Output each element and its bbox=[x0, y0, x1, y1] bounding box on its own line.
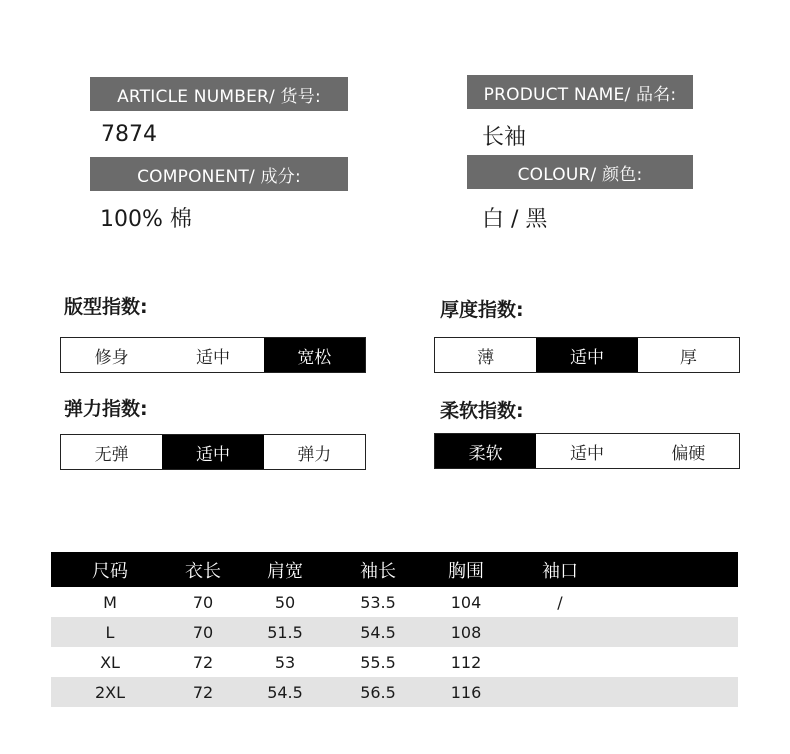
article-number-value: 7874 bbox=[101, 122, 157, 147]
table-cell: M bbox=[103, 592, 117, 612]
header-cell: 尺码 bbox=[92, 560, 128, 582]
softness-index-title: 柔软指数: bbox=[440, 400, 524, 422]
table-cell: 53 bbox=[274, 652, 296, 672]
softness-option: 柔软 bbox=[435, 434, 536, 468]
thickness-index-scale bbox=[434, 337, 740, 373]
table-cell bbox=[520, 617, 600, 647]
table-row bbox=[51, 677, 738, 707]
fit-index-scale bbox=[60, 337, 366, 373]
softness-option: 适中 bbox=[536, 434, 637, 468]
header-cell: 肩宽 bbox=[267, 560, 303, 582]
header-cell: 袖长 bbox=[360, 560, 396, 582]
component-value: 100% 棉 bbox=[100, 207, 192, 232]
size-table-header bbox=[51, 552, 738, 587]
elasticity-option: 弹力 bbox=[264, 435, 365, 469]
table-cell: 54.5 bbox=[360, 622, 396, 642]
table-cell: / bbox=[557, 592, 563, 612]
table-cell: 51.5 bbox=[267, 622, 303, 642]
table-cell: 56.5 bbox=[360, 682, 396, 702]
elasticity-index-title: 弹力指数: bbox=[64, 398, 148, 420]
table-row bbox=[51, 617, 738, 647]
fit-option: 适中 bbox=[162, 338, 263, 372]
thickness-option: 适中 bbox=[536, 338, 637, 372]
product-name-label: PRODUCT NAME/ 品名: bbox=[467, 75, 693, 109]
table-cell: 50 bbox=[274, 592, 296, 612]
table-cell: 72 bbox=[192, 682, 214, 702]
table-cell: XL bbox=[100, 652, 120, 672]
table-cell: 2XL bbox=[94, 682, 126, 702]
header-cell: 袖口 bbox=[542, 560, 578, 582]
table-cell: 70 bbox=[192, 592, 214, 612]
table-cell: 108 bbox=[450, 622, 482, 642]
size-table bbox=[51, 552, 738, 707]
softness-option: 偏硬 bbox=[638, 434, 739, 468]
article-number-label: ARTICLE NUMBER/ 货号: bbox=[90, 77, 348, 111]
table-cell: 55.5 bbox=[360, 652, 396, 672]
table-cell: 72 bbox=[192, 652, 214, 672]
table-cell: 116 bbox=[450, 682, 482, 702]
softness-index-scale bbox=[434, 433, 740, 469]
elasticity-option: 适中 bbox=[162, 435, 263, 469]
thickness-option: 厚 bbox=[638, 338, 739, 372]
table-cell: 104 bbox=[450, 592, 482, 612]
table-cell: 54.5 bbox=[267, 682, 303, 702]
colour-value: 白 / 黑 bbox=[482, 207, 548, 232]
elasticity-option: 无弹 bbox=[61, 435, 162, 469]
fit-option: 修身 bbox=[61, 338, 162, 372]
elasticity-index-scale bbox=[60, 434, 366, 470]
header-cell: 胸围 bbox=[448, 560, 484, 582]
colour-label: COLOUR/ 颜色: bbox=[467, 155, 693, 189]
table-cell: 112 bbox=[450, 652, 482, 672]
table-row bbox=[51, 587, 738, 617]
fit-option: 宽松 bbox=[264, 338, 365, 372]
table-cell: 53.5 bbox=[360, 592, 396, 612]
product-name-value: 长袖 bbox=[482, 125, 527, 150]
table-row bbox=[51, 647, 738, 677]
table-cell bbox=[520, 677, 600, 707]
thickness-option: 薄 bbox=[435, 338, 536, 372]
header-cell: 衣长 bbox=[185, 560, 221, 582]
fit-index-title: 版型指数: bbox=[64, 296, 148, 318]
table-cell: L bbox=[105, 622, 115, 642]
table-cell bbox=[520, 647, 600, 677]
table-cell: 70 bbox=[192, 622, 214, 642]
component-label: COMPONENT/ 成分: bbox=[90, 157, 348, 191]
thickness-index-title: 厚度指数: bbox=[440, 299, 524, 321]
